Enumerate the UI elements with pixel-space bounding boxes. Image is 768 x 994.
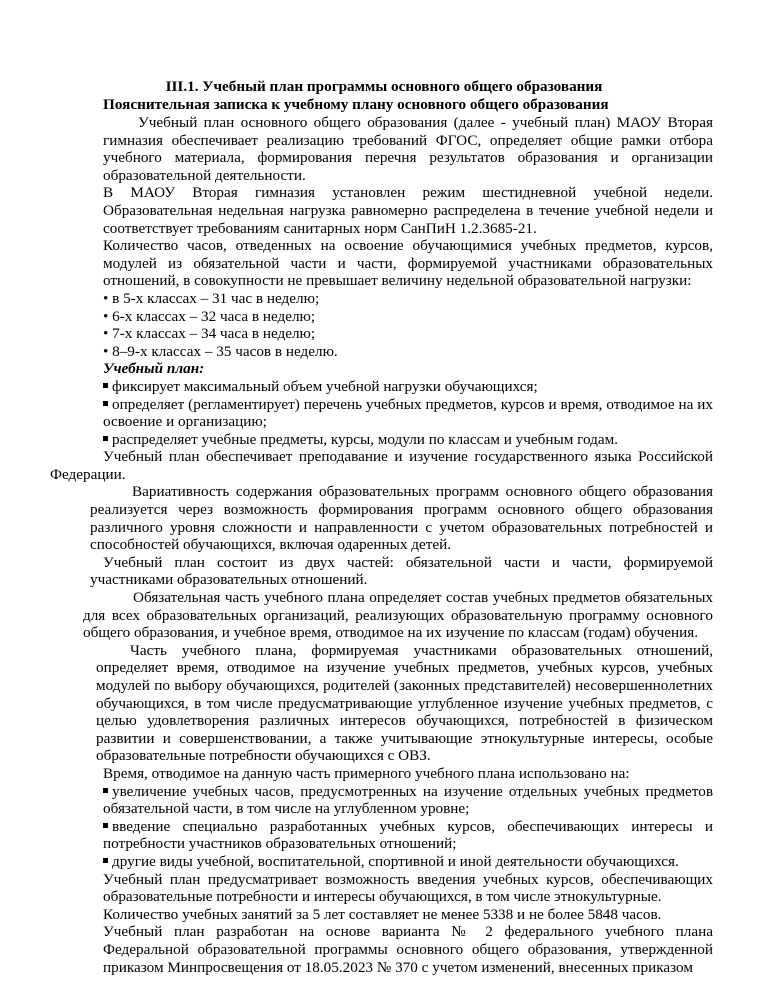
list-item: • 6-х классах – 32 часа в неделю; xyxy=(103,307,316,325)
square-bullet-icon xyxy=(103,436,108,441)
paragraph-closing-2: Количество учебных занятий за 5 лет составляет не менее 5338 и не более 5848 часов. xyxy=(103,905,662,923)
plan-list xyxy=(103,378,713,448)
list-item-text: введение специально разработанных учебных курсов, обеспечивающих интересы и потребности участников образовательных отношений; xyxy=(103,817,713,853)
list-item xyxy=(103,853,713,871)
paragraph-closing-1: Учебный план предусматривает возможность введения учебных курсов, обеспечивающих образовательные потребности и интересы обучающихся, в том числе этнокультурные. xyxy=(103,870,713,906)
paragraph-intro-2: В МАОУ Вторая гимназия установлен режим шестидневной учебной недели. Образовательная недельная нагрузка равномерно распределена в течение учебной недели и соответствует требованиям санитарных норм СанПиН 1.2.3685-21. xyxy=(103,184,713,237)
list-item: • в 5-х классах – 31 час в неделю; xyxy=(103,289,320,307)
square-bullet-icon xyxy=(103,383,108,388)
paragraph-closing-3: Учебный план разработан на основе варианта № 2 федерального учебного плана Федеральной образовательной программы основного общего образования, утвержденной приказом Минпросвещения от 18.05.2023 № 370 с учетом изменений, внесенных приказом xyxy=(103,923,713,976)
square-bullet-icon xyxy=(103,788,108,793)
paragraph-intro-3: Количество часов, отведенных на освоение обучающимися учебных предметов, курсов, модулей из обязательной части и части, формируемой участниками образовательных отношений, в совокупности не превышает величину недельной образовательной нагрузки: xyxy=(103,237,713,290)
paragraph-mandatory-part: Обязательная часть учебного плана определяет состав учебных предметов обязательных для всех образовательных организаций, реализующих образовательную программу основного общего образования, и учебное время, отводимое на их изучение по классам (годам) обучения. xyxy=(83,589,713,642)
list-item-text: другие виды учебной, воспитательной, спортивной и иной деятельности обучающихся. xyxy=(112,852,679,870)
paragraph-time-used: Время, отводимое на данную часть примерного учебного плана использовано на: xyxy=(103,764,630,782)
hours-list xyxy=(103,290,713,360)
list-item xyxy=(103,783,713,818)
paragraph-variability: Вариативность содержания образовательных программ основного общего образования реализуется через возможность формирования программ основного общего образования различного уровня сложности и направленности с учетом образовательных потребностей и способностей обучающихся, включая одаренных детей. xyxy=(90,483,713,554)
plan-heading: Учебный план: xyxy=(103,360,205,378)
square-bullet-icon xyxy=(103,823,108,828)
paragraph-two-parts: Учебный план состоит из двух частей: обязательной части и части, формируемой участниками образовательных отношений. xyxy=(90,553,713,589)
section-title: III.1. Учебный план программы основного общего образования xyxy=(165,78,603,95)
list-item-text: распределяет учебные предметы, курсы, модули по классам и учебным годам. xyxy=(112,430,618,448)
list-item xyxy=(103,378,713,396)
list-item xyxy=(103,818,713,853)
list-item: • 8–9-х классах – 35 часов в неделю. xyxy=(103,342,338,360)
paragraph-state-language: Учебный план обеспечивает преподавание и изучение государственного языка Российской Федерации. xyxy=(50,448,713,483)
list-item-text: увеличение учебных часов, предусмотренных на изучение отдельных учебных предметов обязательной части, в том числе на углубленном уровне; xyxy=(103,782,713,818)
list-item xyxy=(103,431,713,449)
section-subtitle: Пояснительная записка к учебному плану основного общего образования xyxy=(103,96,609,113)
square-bullet-icon xyxy=(103,401,108,406)
list-item-text: фиксирует максимальный объем учебной нагрузки обучающихся; xyxy=(112,377,538,395)
paragraph-intro-1: Учебный план основного общего образования (далее - учебный план) МАОУ Вторая гимназия обеспечивает реализацию требований ФГОС, определяет общие рамки отбора учебного материала, формирования перечня результатов образования и организации образовательной деятельности. xyxy=(103,114,713,184)
time-used-list xyxy=(103,783,713,871)
square-bullet-icon xyxy=(103,858,108,863)
list-item-text: определяет (регламентирует) перечень учебных предметов, курсов и время, отводимое на их освоение и организацию; xyxy=(103,395,713,431)
list-item: • 7-х классах – 34 часа в неделю; xyxy=(103,325,316,343)
list-item xyxy=(103,396,713,431)
document-body xyxy=(50,114,713,976)
paragraph-formed-part: Часть учебного плана, формируемая участниками образовательных отношений, определяет время, отводимое на изучение учебных предметов, учебных курсов, учебных модулей по выбору обучающихся, родителей (законных представителей) несовершеннолетних обучающихся, в том числе предусматривающие углубленное изучение учебных предметов, с целью удовлетворения различных интересов обучающихся, потребностей в физическом развитии и совершенствовании, а также учитывающие этнокультурные интересы, особые образовательные потребности обучающихся с ОВЗ. xyxy=(96,641,713,765)
